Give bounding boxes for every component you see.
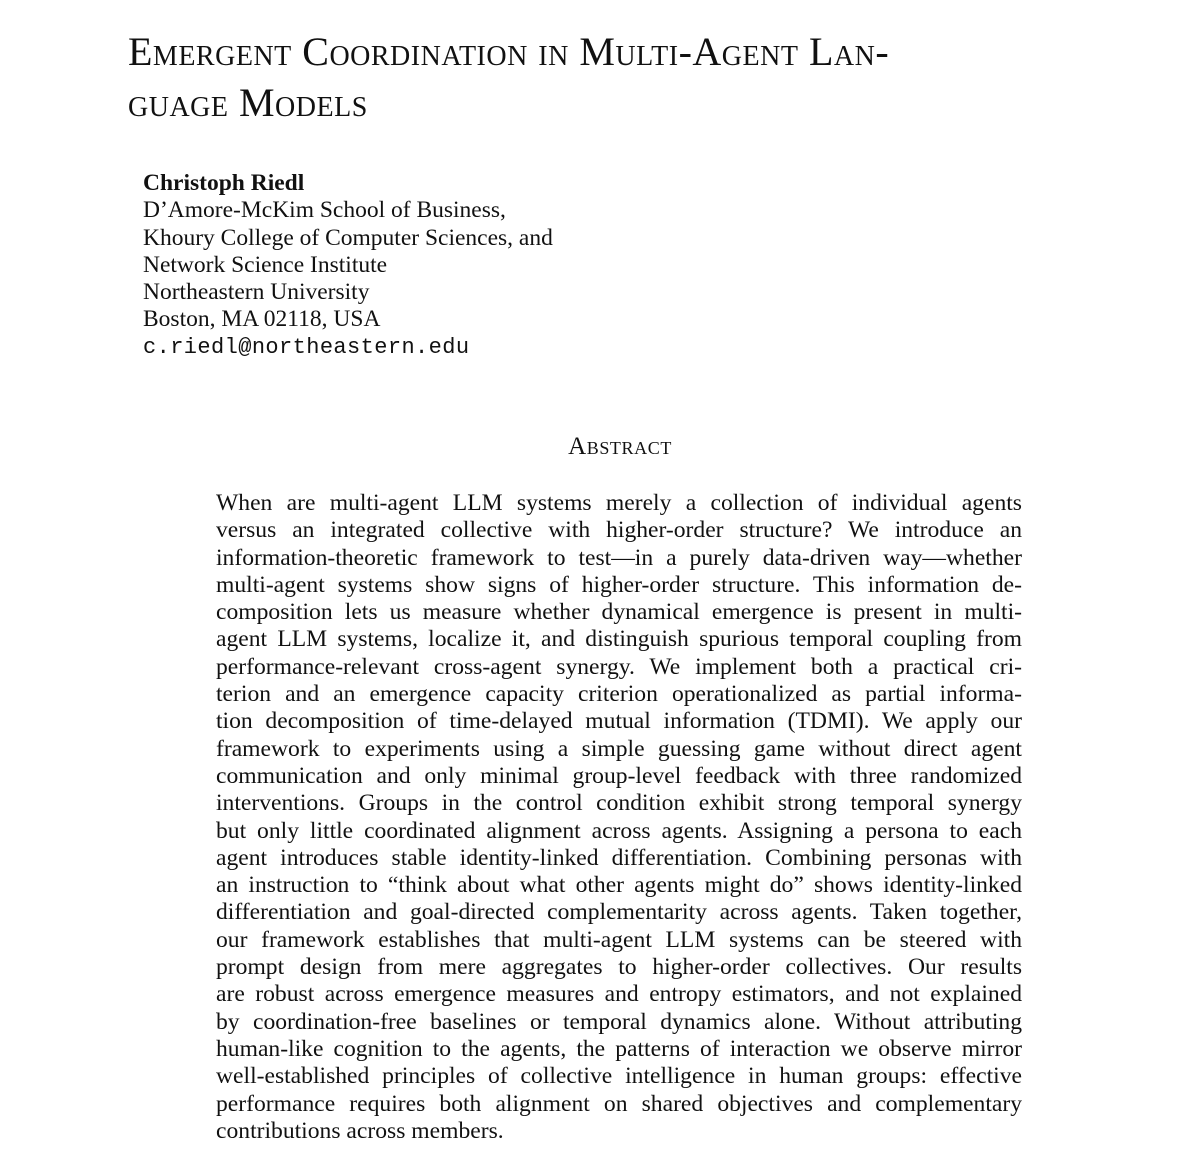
paper-title bbox=[128, 26, 1128, 128]
paper-title-line: guage Models bbox=[128, 80, 368, 125]
abstract-line: performance-relevant cross-agent synergy. We implement both a practical cri- bbox=[216, 653, 1022, 680]
abstract-line: composition lets us measure whether dynamical emergence is present in multi- bbox=[216, 599, 1022, 626]
abstract-line: our framework establishes that multi-agent LLM systems can be steered with bbox=[216, 926, 1022, 953]
author-affiliation-line: Khoury College of Computer Sciences, and bbox=[143, 224, 553, 251]
paper-title-line: Emergent Coordination in Multi-Agent Lan- bbox=[128, 29, 890, 74]
abstract-heading: Abstract bbox=[568, 433, 672, 460]
abstract-line: agent LLM systems, localize it, and distinguish spurious temporal coupling from bbox=[216, 626, 1022, 653]
abstract-line: contributions across members. bbox=[216, 1117, 504, 1144]
abstract-line: well-established principles of collective intelligence in human groups: effective bbox=[216, 1063, 1022, 1090]
abstract-line: information-theoretic framework to test—in a purely data-driven way—whether bbox=[216, 544, 1022, 571]
abstract-line: performance requires both alignment on shared objectives and complementary bbox=[216, 1090, 1022, 1117]
abstract-line: terion and an emergence capacity criterion operationalized as partial informa- bbox=[216, 681, 1022, 708]
abstract-line: by coordination-free baselines or temporal dynamics alone. Without attributing bbox=[216, 1008, 1022, 1035]
abstract-line: differentiation and goal-directed complementarity across agents. Taken together, bbox=[216, 899, 1022, 926]
author-affiliation-line: Boston, MA 02118, USA bbox=[143, 306, 381, 333]
abstract-line: but only little coordinated alignment across agents. Assigning a persona to each bbox=[216, 817, 1022, 844]
abstract-line: interventions. Groups in the control condition exhibit strong temporal synergy bbox=[216, 790, 1022, 817]
abstract-line: When are multi-agent LLM systems merely a collection of individual agents bbox=[216, 490, 1022, 516]
author-block bbox=[143, 170, 553, 361]
author-affiliation-line: D’Amore-McKim School of Business, bbox=[143, 197, 506, 224]
author-name: Christoph Riedl bbox=[143, 170, 305, 196]
abstract-line: framework to experiments using a simple guessing game without direct agent bbox=[216, 735, 1022, 762]
author-affiliation-line: Network Science Institute bbox=[143, 251, 388, 278]
abstract-body bbox=[216, 490, 1022, 1145]
abstract-line: prompt design from mere aggregates to higher-order collectives. Our results bbox=[216, 954, 1022, 981]
abstract-line: agent introduces stable identity-linked differentiation. Combining personas with bbox=[216, 844, 1022, 871]
abstract-line: are robust across emergence measures and entropy estimators, and not explained bbox=[216, 981, 1022, 1008]
abstract-line: an instruction to “think about what other agents might do” shows identity-linked bbox=[216, 872, 1022, 899]
author-affiliation-line: Northeastern University bbox=[143, 279, 370, 306]
abstract-line: tion decomposition of time-delayed mutual information (TDMI). We apply our bbox=[216, 708, 1022, 735]
abstract-line: human-like cognition to the agents, the patterns of interaction we observe mirror bbox=[216, 1035, 1022, 1062]
abstract-line: multi-agent systems show signs of higher-order structure. This information de- bbox=[216, 571, 1022, 598]
abstract-line: communication and only minimal group-level feedback with three randomized bbox=[216, 762, 1022, 789]
abstract-line: versus an integrated collective with higher-order structure? We introduce an bbox=[216, 517, 1022, 544]
author-email: c.riedl@northeastern.edu bbox=[143, 334, 470, 360]
